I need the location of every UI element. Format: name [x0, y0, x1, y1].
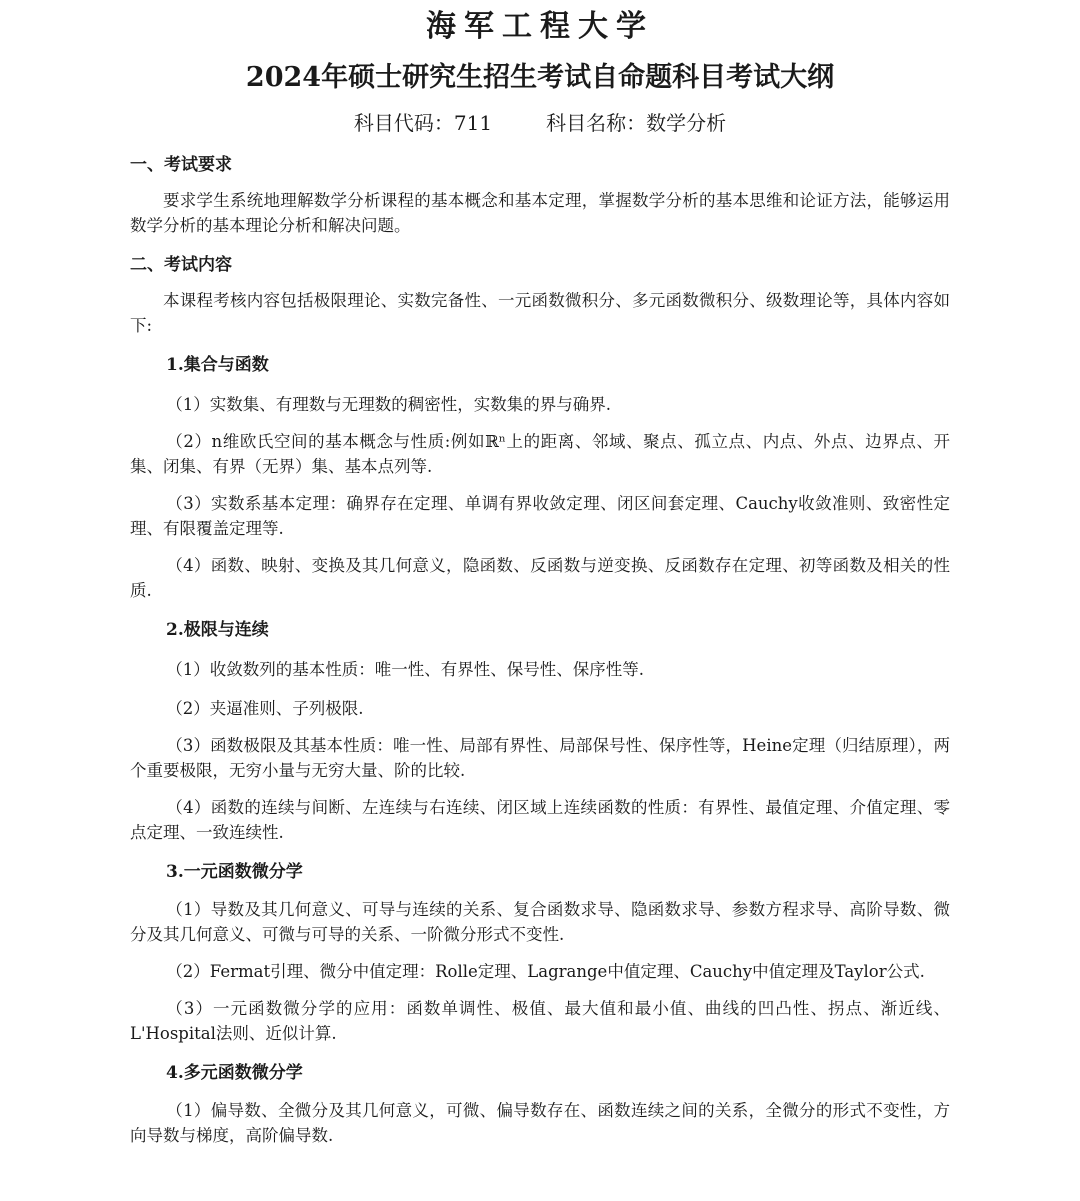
- section-heading-content: 二、考试内容: [130, 255, 232, 275]
- topic-heading-sets-functions: 1.集合与函数: [166, 355, 269, 375]
- topic-item: （2）n维欧氏空间的基本概念与性质:例如ℝⁿ上的距离、邻域、聚点、孤立点、内点、外点、边界点、开集、闭集、有界（无界）集、基本点列等.: [130, 432, 950, 476]
- subject-info: [130, 108, 950, 138]
- topic-heading-multivariable-differential: 4.多元函数微分学: [166, 1063, 303, 1083]
- topic-item: （4）函数的连续与间断、左连续与右连续、闭区域上连续函数的性质：有界性、最值定理、介值定理、零点定理、一致连续性.: [130, 798, 950, 842]
- section-heading-requirements: 一、考试要求: [130, 155, 232, 175]
- topic-item: （1）导数及其几何意义、可导与连续的关系、复合函数求导、隐函数求导、参数方程求导、高阶导数、微分及其几何意义、可微与可导的关系、一阶微分形式不变性.: [130, 900, 950, 944]
- school-name: 海军工程大学: [426, 9, 654, 44]
- topic-heading-limits-continuity: 2.极限与连续: [166, 620, 269, 640]
- content-intro-paragraph: 本课程考核内容包括极限理论、实数完备性、一元函数微积分、多元函数微积分、级数理论等，具体内容如下:: [130, 291, 950, 335]
- topic-item: （3）函数极限及其基本性质：唯一性、局部有界性、局部保号性、保序性等，Heine定理（归结原理），两个重要极限，无穷小量与无穷大量、阶的比较.: [130, 736, 950, 780]
- topic-heading-single-variable-differential: 3.一元函数微分学: [166, 862, 303, 882]
- topic-item: （1）实数集、有理数与无理数的稠密性，实数集的界与确界.: [166, 395, 612, 414]
- requirements-paragraph: 要求学生系统地理解数学分析课程的基本概念和基本定理，掌握数学分析的基本思维和论证方法，能够运用数学分析的基本理论分析和解决问题。: [130, 191, 950, 235]
- topic-item: （3）实数系基本定理：确界存在定理、单调有界收敛定理、闭区间套定理、Cauchy收敛准则、致密性定理、有限覆盖定理等.: [130, 494, 950, 538]
- topic-item: （1）收敛数列的基本性质：唯一性、有界性、保号性、保序性等.: [166, 660, 645, 679]
- topic-item: （2）Fermat引理、微分中值定理：Rolle定理、Lagrange中值定理、Cauchy中值定理及Taylor公式.: [166, 962, 925, 981]
- topic-item: （3）一元函数微分学的应用：函数单调性、极值、最大值和最小值、曲线的凹凸性、拐点、渐近线、L'Hospital法则、近似计算.: [130, 999, 950, 1043]
- document-title: 2024年硕士研究生招生考试自命题科目考试大纲: [245, 62, 835, 93]
- topic-item: （2）夹逼准则、子列极限.: [166, 699, 364, 718]
- subject-name: 科目名称：数学分析: [546, 111, 727, 135]
- topic-item: （4）函数、映射、变换及其几何意义，隐函数、反函数与逆变换、反函数存在定理、初等函数及相关的性质.: [130, 556, 950, 600]
- subject-code: 科目代码：711: [353, 111, 493, 135]
- topic-item: （1）偏导数、全微分及其几何意义，可微、偏导数存在、函数连续之间的关系，全微分的形式不变性，方向导数与梯度，高阶偏导数.: [130, 1101, 950, 1145]
